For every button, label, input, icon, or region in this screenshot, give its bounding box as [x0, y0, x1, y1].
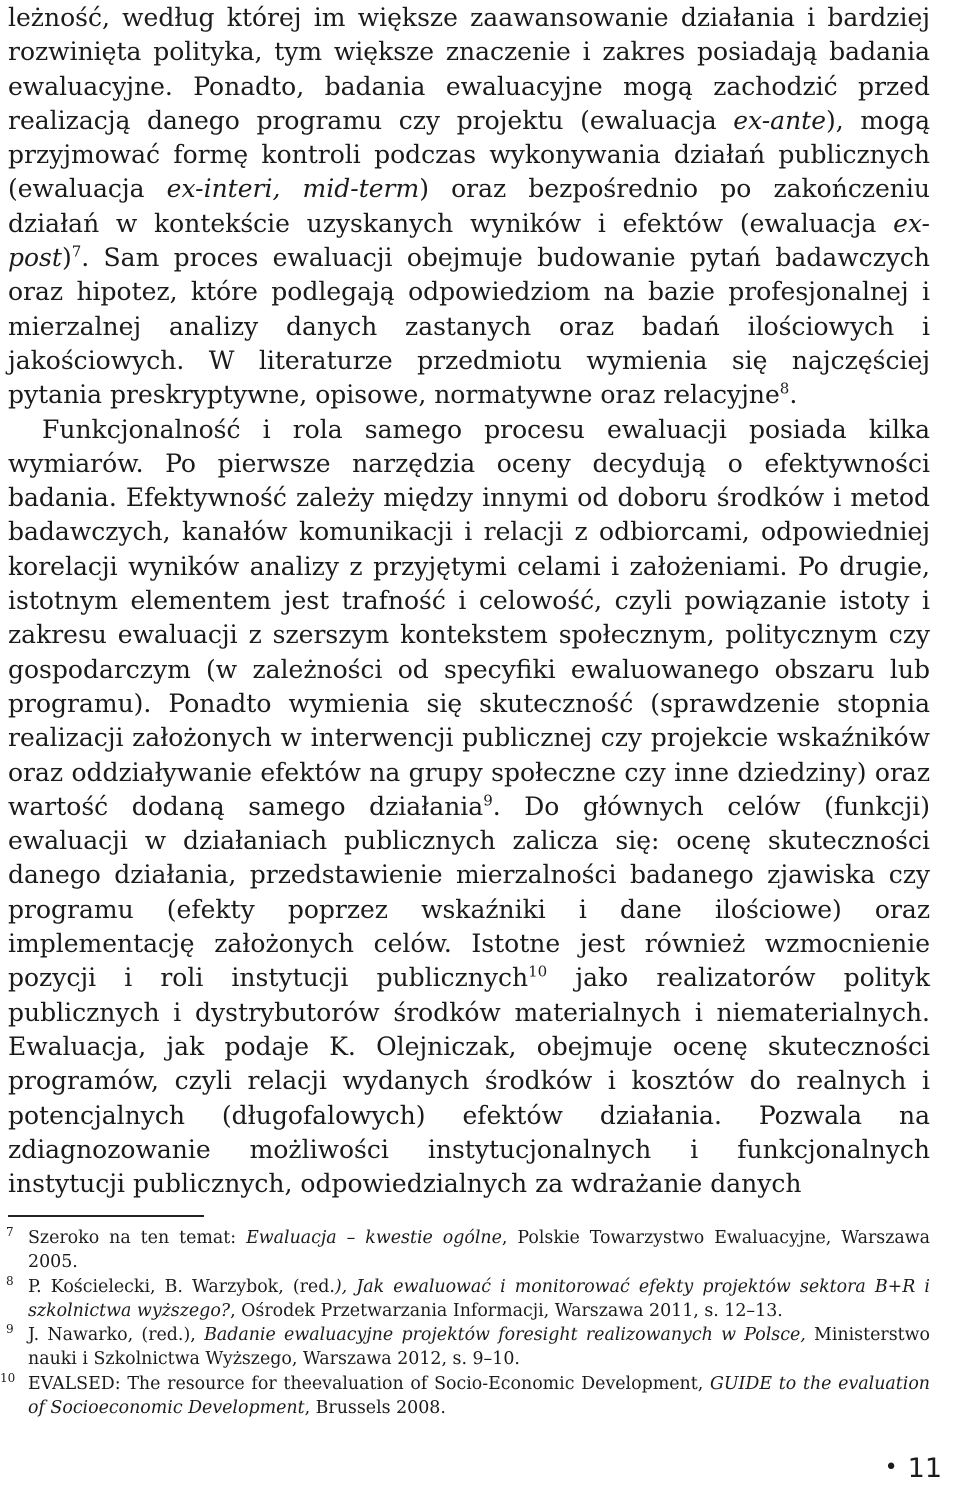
footnote-text: EVALSED: The resource for theevaluation of Socio-Economic Development,	[28, 1373, 710, 1394]
footnote-title: Badanie ewaluacyjne projektów foresight realizowanych w Polsce,	[204, 1325, 806, 1346]
paragraph-2	[8, 413, 930, 1202]
text-run: jako realizatorów polityk publicznych i dystrybutorów środków materialnych i niematerialnych. Ewaluacja, jak podaje K. Olejniczak, obejmuje ocenę skuteczności programów, czyli relacji wydanych środków i kosztów do realnych i potencjalnych (długofalowych) efektów działania. Pozwala na zdiagnozowanie możliwości instytucjonalnych i funkcjonalnych instytucji publicznych, odpowiedzialnych za wdrażanie danych	[8, 963, 931, 1199]
text-run: ), mogą przyjmować formę kontroli podczas wykonywania działań publicznych (ewaluacja	[8, 105, 930, 204]
page-number-value: 11	[907, 1453, 942, 1484]
footnote-title: ), Jak ewaluować i monitorować efekty projektów sektora B+R i szkolnictwa wyższego?	[28, 1276, 930, 1321]
footnote-ref[interactable]: 10	[528, 962, 548, 981]
text-run: Funkcjonalność i rola samego procesu ewaluacji posiada kilka wymiarów. Po pierwsze narzędzia oceny decydują o efektywności badania. Efektywność zależy między innymi od doboru środków i metod badawczych, kanałów komunikacji i relacji z odbiorcami, odpowiedniej korelacji wyników analizy z przyjętymi celami i założeniami. Po drugie, istotnym elementem jest trafność i celowość, czyli powiązanie istoty i zakresu ewaluacji z szerszym kontekstem społecznym, politycznym czy gospodarczym (w zależności od specyfiki ewaluowanego obszaru lub programu). Ponadto wymienia się skuteczność (sprawdzenie stopnia realizacji założonych w interwencji publicznej czy projekcie wskaźników oraz oddziaływanie efektów na grupy społeczne czy inne dziedziny) oraz wartość dodaną samego działania	[8, 414, 930, 821]
italic-term: ex-ante	[733, 105, 827, 135]
text-run: ) oraz bezpośrednio po zakończeniu działań w kontekście uzyskanych wyników i efektów (ewaluacja	[8, 174, 930, 238]
footnote-title: Ewaluacja – kwestie ogólne	[246, 1228, 502, 1248]
footnote-text: , Ośrodek Przetwarzania Informacji, Warszawa 2011, s. 12–13.	[230, 1300, 783, 1321]
page-number	[885, 1453, 942, 1484]
footnote-text: , Polskie Towarzystwo Ewaluacyjne, Warszawa 2005.	[28, 1228, 930, 1273]
text-run: .	[789, 380, 798, 410]
footnote-number: 10	[0, 1370, 16, 1385]
footnote-text: , Brussels 2008.	[304, 1398, 446, 1419]
footnote-text: P. Kościelecki, B. Warzybok, (red.	[28, 1276, 335, 1297]
footnote-7	[8, 1226, 930, 1275]
text-run: . Do głównych celów (funkcji) ewaluacji w działaniach publicznych zalicza się: ocenę skuteczności danego działania, przedstawienie mierzalności badanego zjawiska czy programu (efekty poprzez wskaźniki i dane ilościowe) oraz implementację założonych celów. Istotne jest również wzmocnienie pozycji i roli instytucji publicznych	[8, 791, 930, 993]
footnote-text: Ministerstwo nauki i Szkolnictwa Wyższego, Warszawa 2012, s. 9–10.	[28, 1325, 930, 1370]
bullet-icon: •	[884, 1455, 898, 1480]
text-run: . Sam proces ewaluacji obejmuje budowanie pytań badawczych oraz hipotez, które podlegają odpowiedziom na bazie profesjonalnej i mierzalnej analizy danych zastanych oraz badań ilościowych i jakościowych. W literaturze przedmiotu wymienia się najczęściej pytania preskryptywne, opisowe, normatywne oraz relacyjne	[8, 243, 930, 410]
footnote-ref[interactable]: 7	[71, 242, 82, 261]
footnote-ref[interactable]: 9	[483, 791, 493, 810]
footnote-number: 7	[6, 1225, 14, 1239]
footnote-ref[interactable]: 8	[779, 379, 790, 398]
italic-term: ex-interi, mid-term	[166, 174, 420, 204]
footnote-8	[8, 1275, 930, 1324]
footnotes	[0, 1225, 931, 1420]
footnote-9	[8, 1323, 930, 1372]
footnote-divider	[8, 1215, 204, 1217]
footnote-number: 9	[6, 1322, 14, 1337]
footnote-title: GUIDE to the evaluation of Socioeconomic Development	[28, 1373, 931, 1419]
body-text	[8, 0, 930, 1201]
footnote-number: 8	[6, 1273, 14, 1288]
text-run: )	[61, 243, 72, 273]
footnote-10	[0, 1370, 931, 1421]
text-run: leżność, według której im większe zaawansowanie działania i bardziej rozwinięta polityka, tym większe znaczenie i zakres posiadają badania ewaluacyjne. Ponadto, badania ewaluacyjne mogą zachodzić przed realizacją danego programu czy projektu (ewaluacja	[8, 3, 930, 135]
footnote-text: J. Nawarko, (red.),	[28, 1325, 205, 1346]
footnote-text: Szeroko na ten temat:	[28, 1228, 247, 1248]
italic-term: ex-post	[8, 208, 930, 273]
paragraph-1	[8, 1, 930, 413]
